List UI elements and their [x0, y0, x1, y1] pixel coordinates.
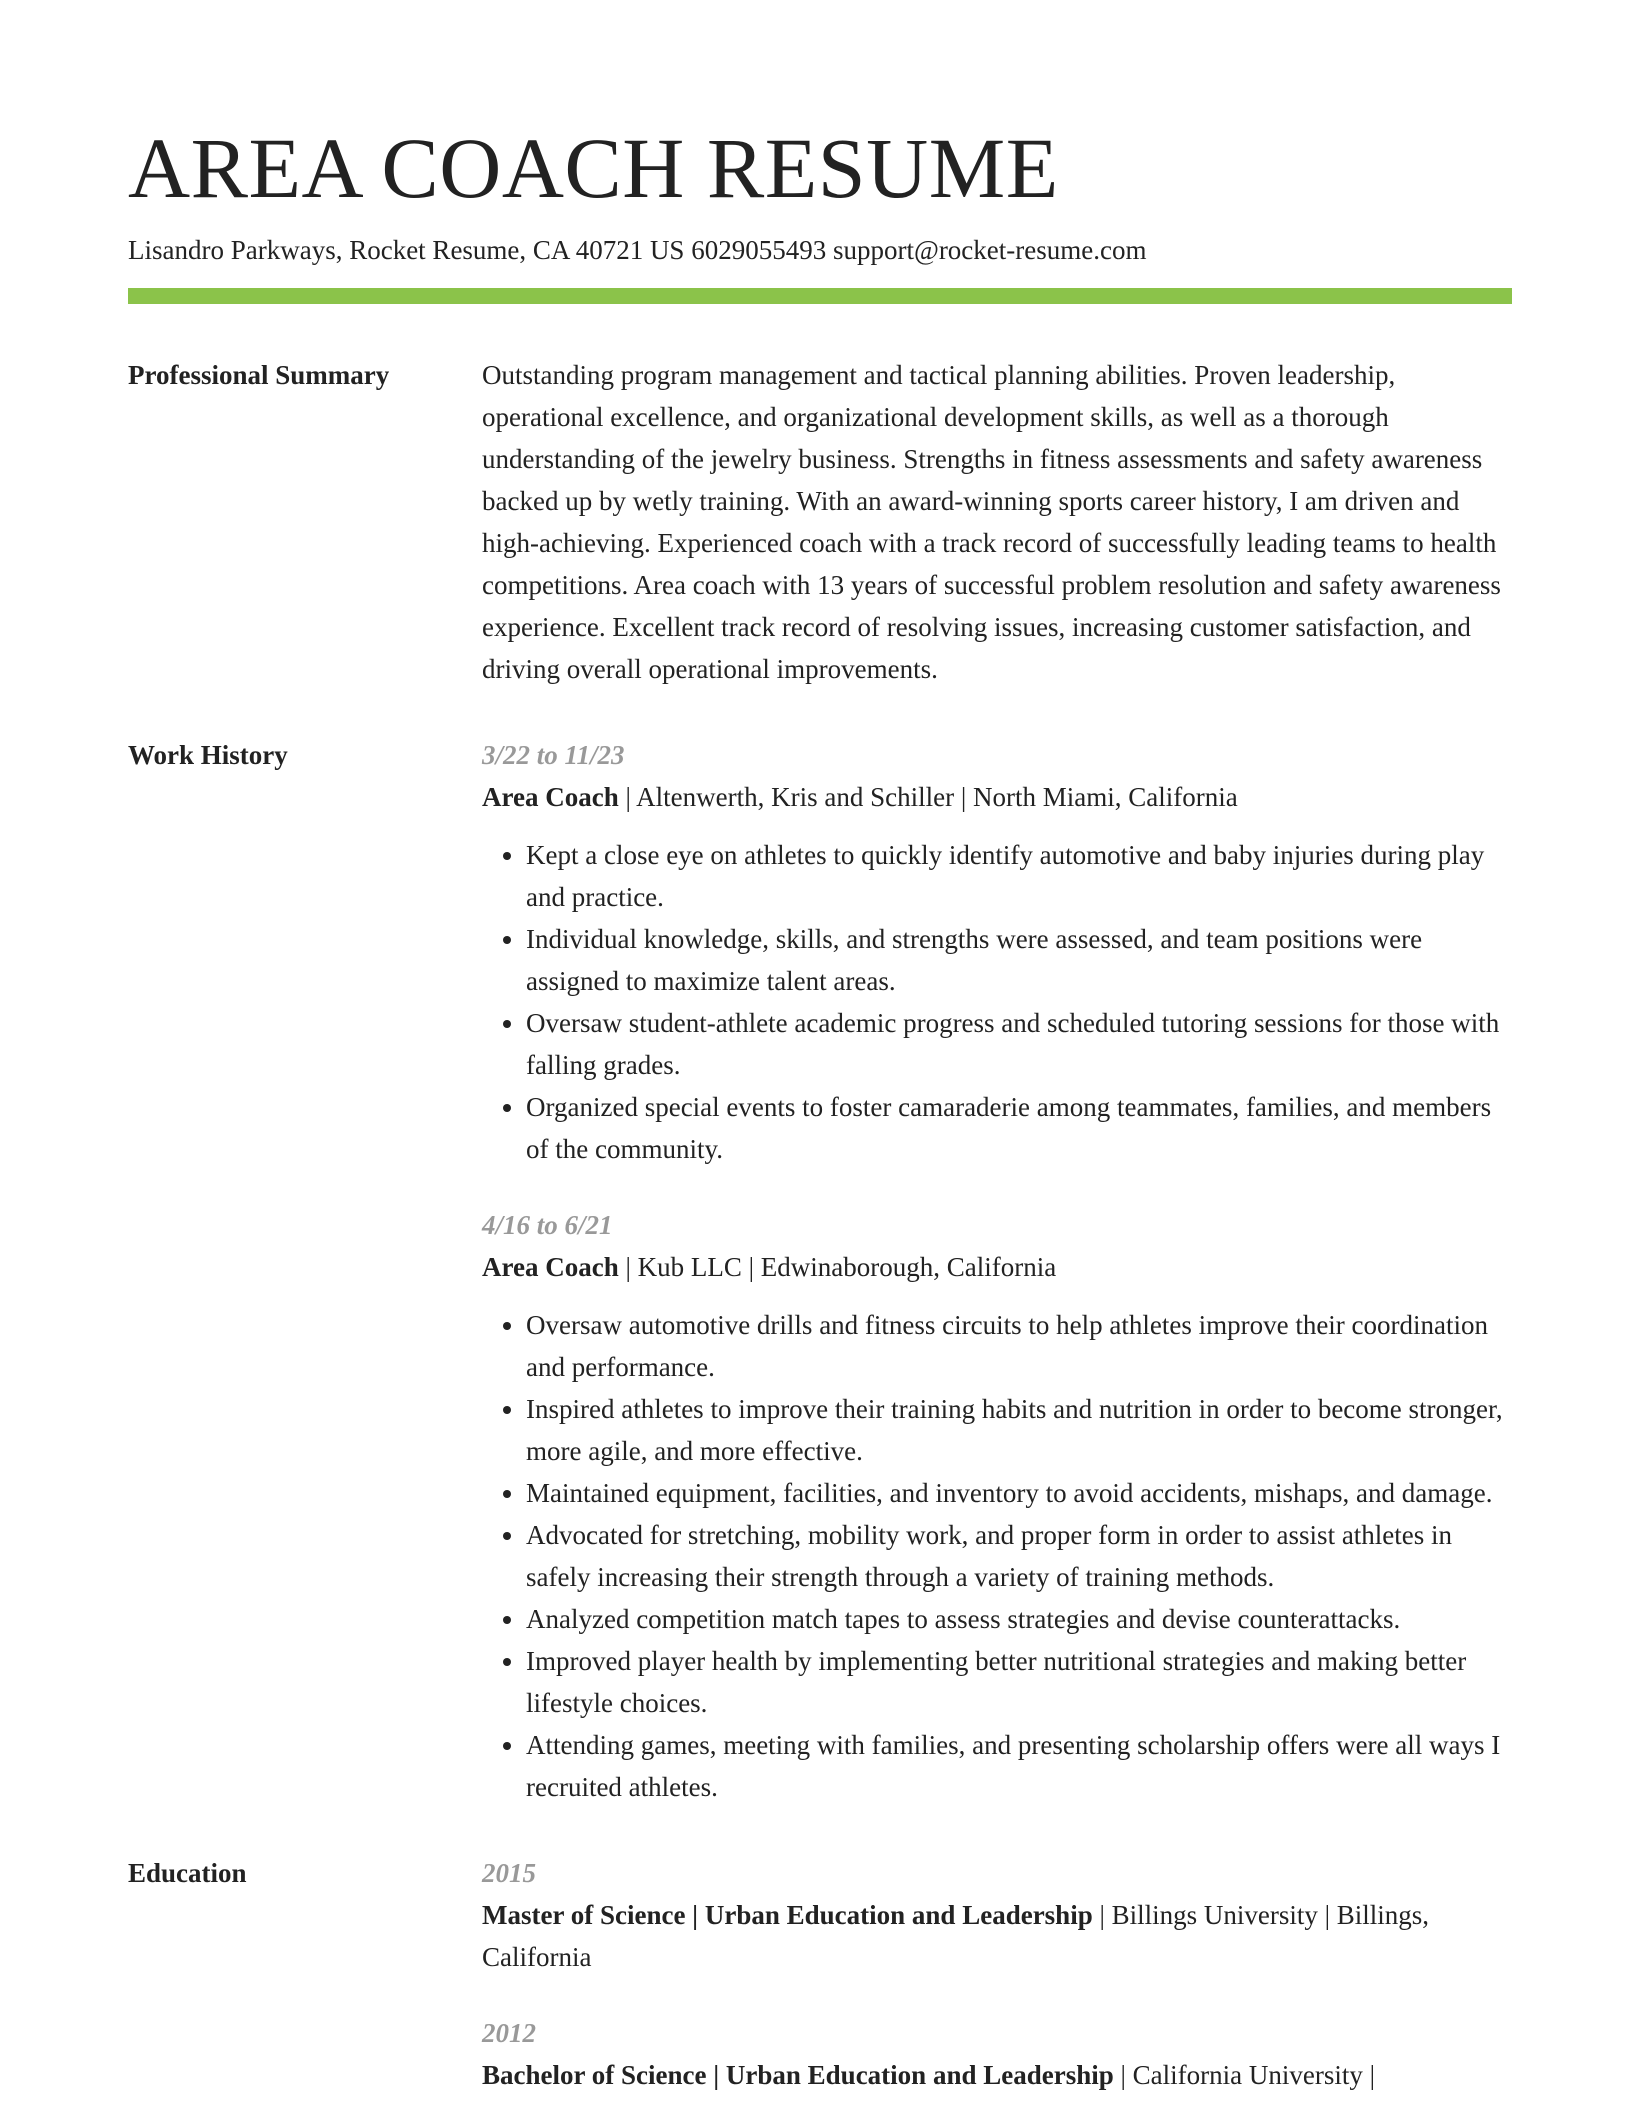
section-work-history: [128, 734, 1512, 1808]
summary-body: [482, 354, 1512, 690]
job-bullet: • Maintained equipment, facilities, and inventory to avoid accidents, mishaps, and damage.: [526, 1472, 1512, 1514]
job-entry: [482, 1204, 1512, 1808]
job-bullet-list: [482, 1304, 1512, 1808]
job-bullet: • Advocated for stretching, mobility work, and proper form in order to assist athletes in safely increasing their strength through a variety of training methods.: [526, 1514, 1512, 1598]
job-details: | Altenwerth, Kris and Schiller | North Miami, California: [618, 782, 1238, 812]
job-entry: [482, 734, 1512, 1170]
education-year: 2015: [482, 1858, 536, 1888]
education-degree: Master of Science | Urban Education and Leadership: [482, 1900, 1093, 1930]
education-heading: [482, 1894, 1512, 1978]
job-title: Area Coach: [482, 782, 619, 812]
header-divider: [128, 288, 1512, 304]
job-dates: 4/16 to 6/21: [482, 1210, 613, 1240]
job-bullet: • Oversaw student-athlete academic progress and scheduled tutoring sessions for those with falling grades.: [526, 1002, 1512, 1086]
job-bullet: • Oversaw automotive drills and fitness circuits to help athletes improve their coordination and performance.: [526, 1304, 1512, 1388]
education-entry: [482, 1852, 1512, 1978]
education-body: [482, 1852, 1512, 2096]
job-bullet: • Individual knowledge, skills, and strengths were assessed, and team positions were assigned to maximize talent areas.: [526, 918, 1512, 1002]
education-entry: [482, 2012, 1512, 2096]
education-year: 2012: [482, 2018, 536, 2048]
job-bullet: • Attending games, meeting with families, and presenting scholarship offers were all ways I recruited athletes.: [526, 1724, 1512, 1808]
resume-page: [128, 118, 1512, 2096]
job-details: | Kub LLC | Edwinaborough, California: [618, 1252, 1057, 1282]
education-details: | California University |: [1113, 2060, 1376, 2090]
job-bullet: • Analyzed competition match tapes to assess strategies and devise counterattacks.: [526, 1598, 1512, 1640]
contact-line: Lisandro Parkways, Rocket Resume, CA 40721 US 6029055493 support@rocket-resume.com: [128, 235, 1147, 265]
resume-title: AREA COACH RESUME: [128, 120, 1059, 216]
education-degree: Bachelor of Science | Urban Education and Leadership: [482, 2060, 1114, 2090]
job-bullet-list: [482, 834, 1512, 1170]
job-dates: 3/22 to 11/23: [482, 740, 625, 770]
job-bullet: • Improved player health by implementing better nutritional strategies and making better lifestyle choices.: [526, 1640, 1512, 1724]
job-heading: [482, 1246, 1512, 1288]
education-heading: [482, 2054, 1512, 2096]
section-label-education: Education: [128, 1858, 247, 1888]
education-details: | Billings University | Billings, California: [482, 1900, 1430, 1972]
job-title: Area Coach: [482, 1252, 619, 1282]
section-label-work: Work History: [128, 740, 288, 770]
section-label-summary: Professional Summary: [128, 360, 390, 390]
job-bullet: • Kept a close eye on athletes to quickly identify automotive and baby injuries during play and practice.: [526, 834, 1512, 918]
job-heading: [482, 776, 1512, 818]
section-education: [128, 1852, 1512, 2096]
job-bullet: • Organized special events to foster camaraderie among teammates, families, and members of the community.: [526, 1086, 1512, 1170]
section-professional-summary: [128, 354, 1512, 690]
work-body: [482, 734, 1512, 1808]
job-bullet: • Inspired athletes to improve their training habits and nutrition in order to become stronger, more agile, and more effective.: [526, 1388, 1512, 1472]
summary-text: Outstanding program management and tactical planning abilities. Proven leadership, operational excellence, and organizational development skills, as well as a thorough understanding of the jewelry business. Strengths in fitness assessments and safety awareness backed up by wetly training. With an award-winning sports career history, I am driven and high-achieving. Experienced coach with a track record of successfully leading teams to health competitions. Area coach with 13 years of successful problem resolution and safety awareness experience. Excellent track record of resolving issues, increasing customer satisfaction, and driving overall operational improvements.: [482, 360, 1501, 684]
